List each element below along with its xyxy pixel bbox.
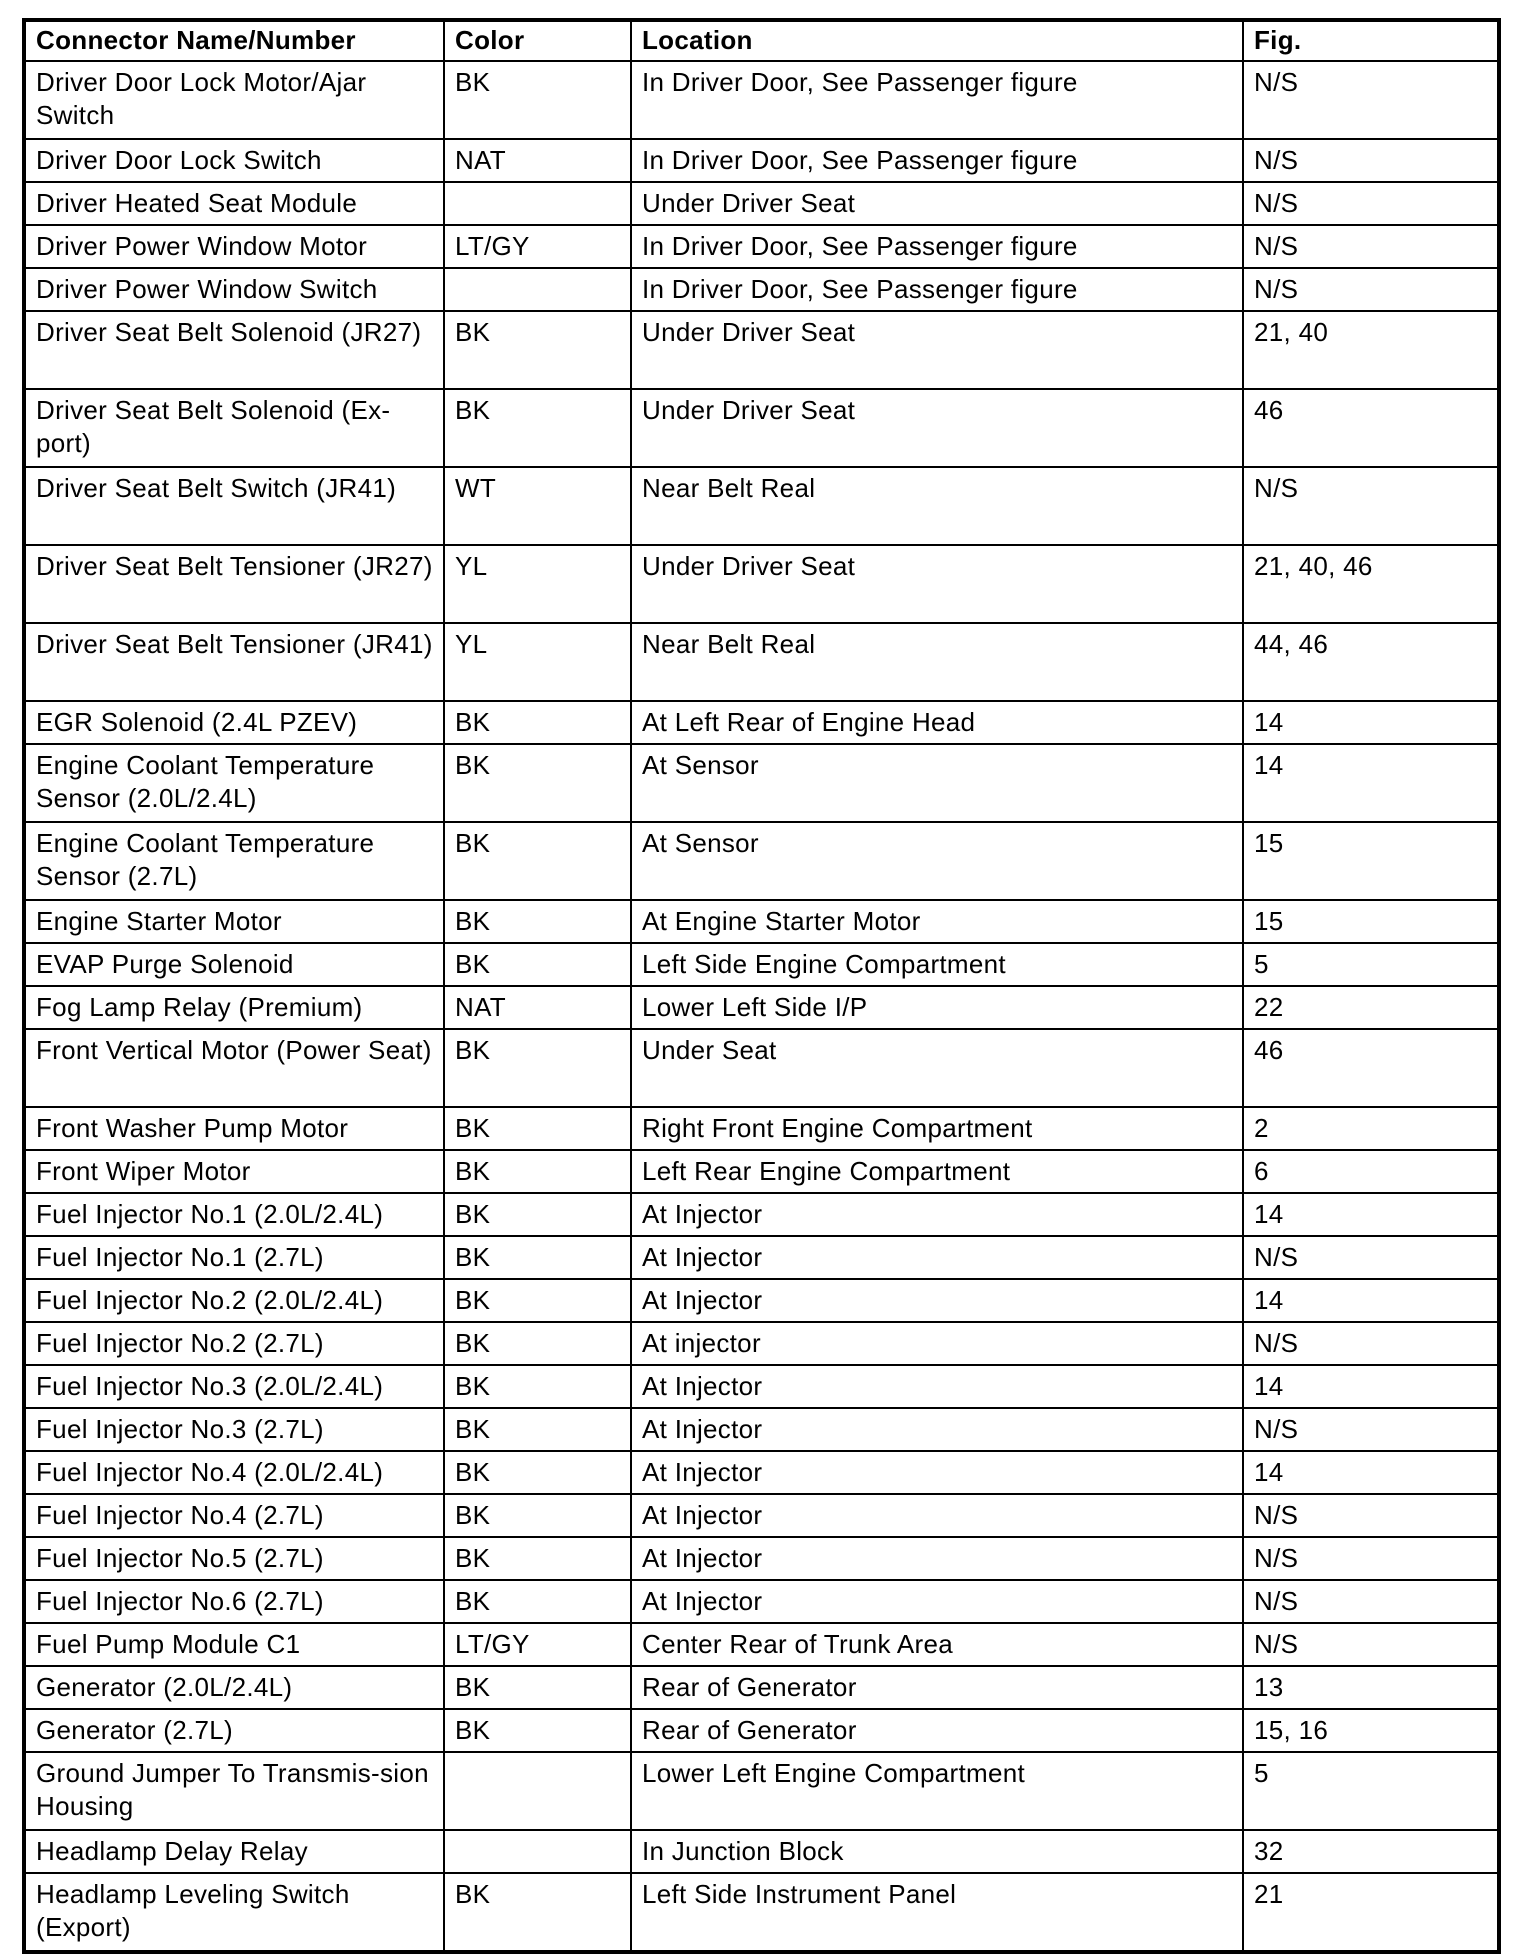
cell-location: Rear of Generator [631,1666,1243,1709]
cell-color: BK [444,389,631,467]
cell-color [444,1752,631,1830]
header-fig: Fig. [1243,20,1499,61]
cell-color: BK [444,1236,631,1279]
cell-location: At Injector [631,1580,1243,1623]
cell-location: Under Driver Seat [631,311,1243,389]
cell-fig: N/S [1243,268,1499,311]
cell-location: Under Driver Seat [631,389,1243,467]
table-row [24,467,1499,545]
cell-color: NAT [444,986,631,1029]
cell-connector-name: Driver Power Window Switch [24,268,444,311]
cell-location: At Engine Starter Motor [631,900,1243,943]
cell-location: At Injector [631,1236,1243,1279]
cell-color: NAT [444,139,631,182]
table-row [24,986,1499,1029]
cell-connector-name: Driver Heated Seat Module [24,182,444,225]
connector-table [22,18,1501,1954]
cell-color: BK [444,701,631,744]
cell-color: BK [444,1580,631,1623]
cell-connector-name: Fuel Injector No.5 (2.7L) [24,1537,444,1580]
cell-fig: N/S [1243,1580,1499,1623]
header-connector-name: Connector Name/Number [24,20,444,61]
cell-connector-name: Engine Coolant Temperature Sensor (2.7L) [24,822,444,900]
cell-color: BK [444,1029,631,1107]
table-row [24,1029,1499,1107]
cell-color [444,1830,631,1873]
cell-fig: 14 [1243,701,1499,744]
cell-fig: 21 [1243,1873,1499,1952]
cell-color: BK [444,1666,631,1709]
cell-connector-name: Generator (2.0L/2.4L) [24,1666,444,1709]
cell-fig: 32 [1243,1830,1499,1873]
cell-connector-name: Driver Seat Belt Switch (JR41) [24,467,444,545]
cell-location: Right Front Engine Compartment [631,1107,1243,1150]
cell-fig: 15, 16 [1243,1709,1499,1752]
cell-color: BK [444,943,631,986]
cell-location: In Junction Block [631,1830,1243,1873]
cell-fig: 14 [1243,1365,1499,1408]
cell-location: In Driver Door, See Passenger figure [631,268,1243,311]
cell-color: BK [444,1322,631,1365]
cell-color: BK [444,744,631,822]
cell-connector-name: Fuel Injector No.2 (2.7L) [24,1322,444,1365]
cell-location: At Injector [631,1408,1243,1451]
cell-location: At Injector [631,1494,1243,1537]
cell-location: At Injector [631,1279,1243,1322]
cell-color: BK [444,311,631,389]
table-row [24,1322,1499,1365]
cell-location: Near Belt Real [631,467,1243,545]
table-row [24,1873,1499,1952]
cell-color: LT/GY [444,225,631,268]
cell-fig: N/S [1243,225,1499,268]
cell-connector-name: Driver Seat Belt Tensioner (JR27) [24,545,444,623]
cell-fig: 46 [1243,389,1499,467]
cell-connector-name: Fuel Injector No.2 (2.0L/2.4L) [24,1279,444,1322]
table-row [24,1666,1499,1709]
cell-fig: 46 [1243,1029,1499,1107]
cell-fig: 15 [1243,900,1499,943]
cell-connector-name: Front Wiper Motor [24,1150,444,1193]
cell-color: BK [444,1193,631,1236]
cell-fig: N/S [1243,61,1499,139]
table-row [24,1150,1499,1193]
cell-fig: 22 [1243,986,1499,1029]
table-row [24,1580,1499,1623]
table-row [24,744,1499,822]
cell-connector-name: Driver Power Window Motor [24,225,444,268]
cell-color: BK [444,1408,631,1451]
header-location: Location [631,20,1243,61]
cell-location: Rear of Generator [631,1709,1243,1752]
table-row [24,701,1499,744]
table-row [24,1494,1499,1537]
cell-color: LT/GY [444,1623,631,1666]
cell-connector-name: Ground Jumper To Transmis-sion Housing [24,1752,444,1830]
cell-connector-name: Fuel Pump Module C1 [24,1623,444,1666]
cell-connector-name: Fuel Injector No.4 (2.0L/2.4L) [24,1451,444,1494]
cell-fig: 44, 46 [1243,623,1499,701]
cell-fig: 6 [1243,1150,1499,1193]
table-body [24,61,1499,1952]
cell-connector-name: Driver Door Lock Switch [24,139,444,182]
cell-connector-name: Driver Seat Belt Tensioner (JR41) [24,623,444,701]
cell-location: At Left Rear of Engine Head [631,701,1243,744]
table-row [24,1408,1499,1451]
cell-location: In Driver Door, See Passenger figure [631,225,1243,268]
header-color: Color [444,20,631,61]
cell-connector-name: EVAP Purge Solenoid [24,943,444,986]
table-row [24,1236,1499,1279]
cell-connector-name: Engine Coolant Temperature Sensor (2.0L/2.4L) [24,744,444,822]
table-row [24,61,1499,139]
cell-location: In Driver Door, See Passenger figure [631,139,1243,182]
cell-location: At injector [631,1322,1243,1365]
table-row [24,1830,1499,1873]
cell-location: Under Driver Seat [631,545,1243,623]
cell-location: Under Seat [631,1029,1243,1107]
table-row [24,389,1499,467]
table-row [24,1193,1499,1236]
cell-fig: N/S [1243,1236,1499,1279]
cell-connector-name: Fuel Injector No.3 (2.7L) [24,1408,444,1451]
cell-connector-name: Fuel Injector No.3 (2.0L/2.4L) [24,1365,444,1408]
table-row [24,1365,1499,1408]
cell-color: YL [444,545,631,623]
cell-location: Left Side Engine Compartment [631,943,1243,986]
cell-color: BK [444,61,631,139]
cell-connector-name: Driver Seat Belt Solenoid (JR27) [24,311,444,389]
cell-fig: 5 [1243,943,1499,986]
cell-connector-name: Fuel Injector No.1 (2.0L/2.4L) [24,1193,444,1236]
cell-color: BK [444,900,631,943]
cell-location: In Driver Door, See Passenger figure [631,61,1243,139]
cell-connector-name: Front Washer Pump Motor [24,1107,444,1150]
cell-fig: N/S [1243,1623,1499,1666]
cell-fig: N/S [1243,1408,1499,1451]
cell-connector-name: Engine Starter Motor [24,900,444,943]
cell-connector-name: EGR Solenoid (2.4L PZEV) [24,701,444,744]
table-row [24,182,1499,225]
cell-location: At Injector [631,1451,1243,1494]
cell-location: Left Side Instrument Panel [631,1873,1243,1952]
cell-location: At Sensor [631,822,1243,900]
table-row [24,943,1499,986]
cell-connector-name: Fuel Injector No.4 (2.7L) [24,1494,444,1537]
table-row [24,1279,1499,1322]
cell-color: BK [444,1365,631,1408]
cell-color: WT [444,467,631,545]
cell-fig: 15 [1243,822,1499,900]
cell-location: Near Belt Real [631,623,1243,701]
cell-connector-name: Fog Lamp Relay (Premium) [24,986,444,1029]
cell-color [444,182,631,225]
table-row [24,225,1499,268]
table-row [24,623,1499,701]
cell-connector-name: Fuel Injector No.1 (2.7L) [24,1236,444,1279]
cell-fig: N/S [1243,1537,1499,1580]
cell-location: At Injector [631,1365,1243,1408]
table-row [24,268,1499,311]
table-row [24,1537,1499,1580]
cell-color: BK [444,1494,631,1537]
cell-connector-name: Generator (2.7L) [24,1709,444,1752]
cell-connector-name: Headlamp Leveling Switch (Export) [24,1873,444,1952]
cell-color: BK [444,1451,631,1494]
cell-fig: N/S [1243,182,1499,225]
cell-location: At Injector [631,1193,1243,1236]
cell-color: BK [444,1107,631,1150]
cell-color: BK [444,1279,631,1322]
cell-location: Left Rear Engine Compartment [631,1150,1243,1193]
cell-location: Under Driver Seat [631,182,1243,225]
table-row [24,1623,1499,1666]
cell-fig: 2 [1243,1107,1499,1150]
table-row [24,822,1499,900]
cell-location: Lower Left Side I/P [631,986,1243,1029]
table-row [24,1107,1499,1150]
cell-fig: 14 [1243,1451,1499,1494]
cell-fig: N/S [1243,139,1499,182]
cell-color: YL [444,623,631,701]
cell-color: BK [444,1150,631,1193]
table-row [24,139,1499,182]
cell-fig: 14 [1243,1279,1499,1322]
cell-location: Lower Left Engine Compartment [631,1752,1243,1830]
cell-fig: N/S [1243,1322,1499,1365]
cell-fig: 14 [1243,1193,1499,1236]
table-row [24,900,1499,943]
cell-fig: N/S [1243,1494,1499,1537]
cell-connector-name: Front Vertical Motor (Power Seat) [24,1029,444,1107]
cell-fig: 21, 40, 46 [1243,545,1499,623]
cell-fig: 21, 40 [1243,311,1499,389]
cell-fig: 5 [1243,1752,1499,1830]
cell-location: Center Rear of Trunk Area [631,1623,1243,1666]
cell-color: BK [444,1873,631,1952]
table-row [24,1451,1499,1494]
cell-connector-name: Headlamp Delay Relay [24,1830,444,1873]
cell-connector-name: Driver Seat Belt Solenoid (Ex-port) [24,389,444,467]
table-row [24,311,1499,389]
cell-fig: 14 [1243,744,1499,822]
cell-color: BK [444,1709,631,1752]
cell-color: BK [444,1537,631,1580]
cell-connector-name: Fuel Injector No.6 (2.7L) [24,1580,444,1623]
cell-connector-name: Driver Door Lock Motor/Ajar Switch [24,61,444,139]
cell-color: BK [444,822,631,900]
cell-color [444,268,631,311]
table-row [24,1709,1499,1752]
table-row [24,545,1499,623]
cell-fig: N/S [1243,467,1499,545]
cell-location: At Injector [631,1537,1243,1580]
cell-fig: 13 [1243,1666,1499,1709]
cell-location: At Sensor [631,744,1243,822]
table-header-row [24,20,1499,61]
table-row [24,1752,1499,1830]
